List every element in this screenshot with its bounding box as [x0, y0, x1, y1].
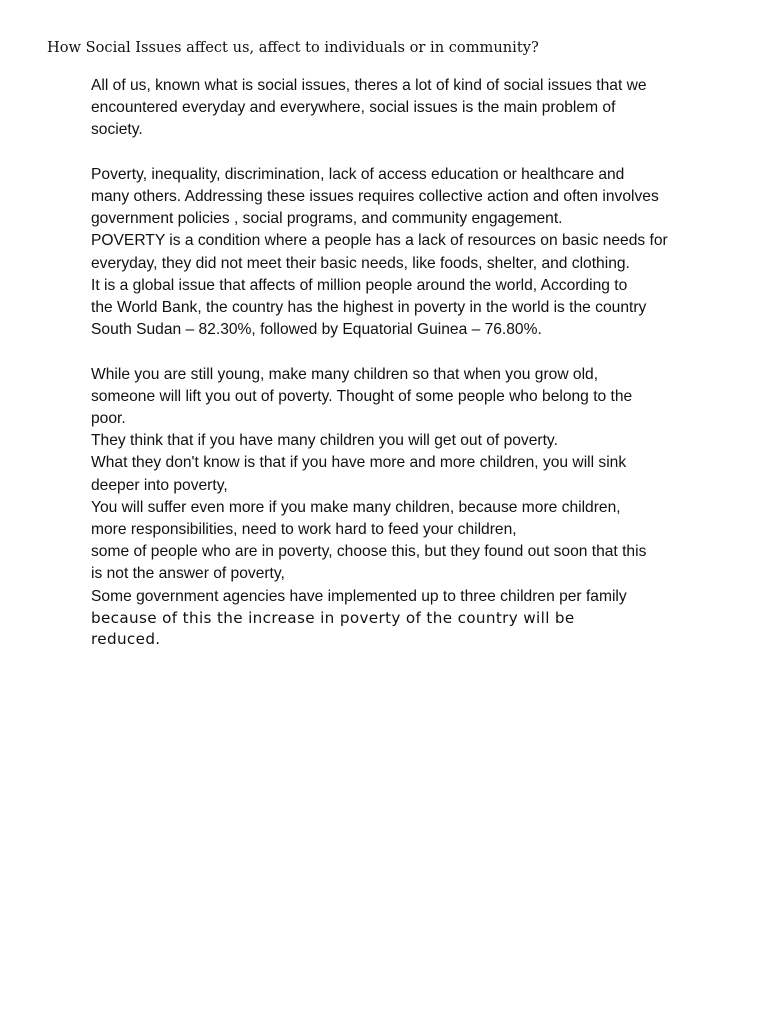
- text-line: the World Bank, the country has the highest in poverty in the world is the country: [91, 299, 647, 317]
- text-line: Poverty, inequality, discrimination, lack of access education or healthcare and: [91, 165, 625, 183]
- text-line: reduced.: [91, 630, 161, 649]
- text-line: South Sudan – 82.30%, followed by Equatorial Guinea – 76.80%.: [91, 321, 542, 339]
- text-line: someone will lift you out of poverty. Thought of some people who belong to the: [91, 387, 633, 405]
- text-line: poor.: [91, 410, 126, 428]
- text-line: What they don't know is that if you have more and more children, you will sink: [91, 454, 627, 472]
- text-line: is not the answer of poverty,: [91, 565, 285, 583]
- text-line: government policies , social programs, and community engagement.: [91, 210, 563, 228]
- text-line: You will suffer even more if you make many children, because more children,: [91, 498, 621, 516]
- text-line: everyday, they did not meet their basic needs, like foods, shelter, and clothing.: [91, 254, 630, 272]
- document-body: [91, 75, 691, 651]
- text-line: Some government agencies have implemented up to three children per family: [91, 587, 627, 605]
- text-line: deeper into poverty,: [91, 476, 228, 494]
- text-line: While you are still young, make many children so that when you grow old,: [91, 365, 599, 383]
- paragraph-intro: [91, 75, 691, 142]
- text-line: It is a global issue that affects of million people around the world, According to: [91, 276, 628, 294]
- text-line: more responsibilities, need to work hard to feed your children,: [91, 521, 517, 539]
- paragraph-children: [91, 364, 691, 651]
- document-title: How Social Issues affect us, affect to individuals or in community?: [47, 39, 539, 56]
- text-line: society.: [91, 121, 143, 139]
- text-line: They think that if you have many children you will get out of poverty.: [91, 432, 558, 450]
- text-line: some of people who are in poverty, choose this, but they found out soon that this: [91, 543, 647, 561]
- text-line: POVERTY is a condition where a people has a lack of resources on basic needs for: [91, 232, 668, 250]
- paragraph-poverty: [91, 164, 691, 342]
- text-line: because of this the increase in poverty of the country will be: [91, 608, 575, 627]
- text-line: encountered everyday and everywhere, social issues is the main problem of: [91, 99, 616, 117]
- text-line: All of us, known what is social issues, theres a lot of kind of social issues that we: [91, 77, 647, 94]
- text-line: many others. Addressing these issues requires collective action and often involves: [91, 188, 659, 205]
